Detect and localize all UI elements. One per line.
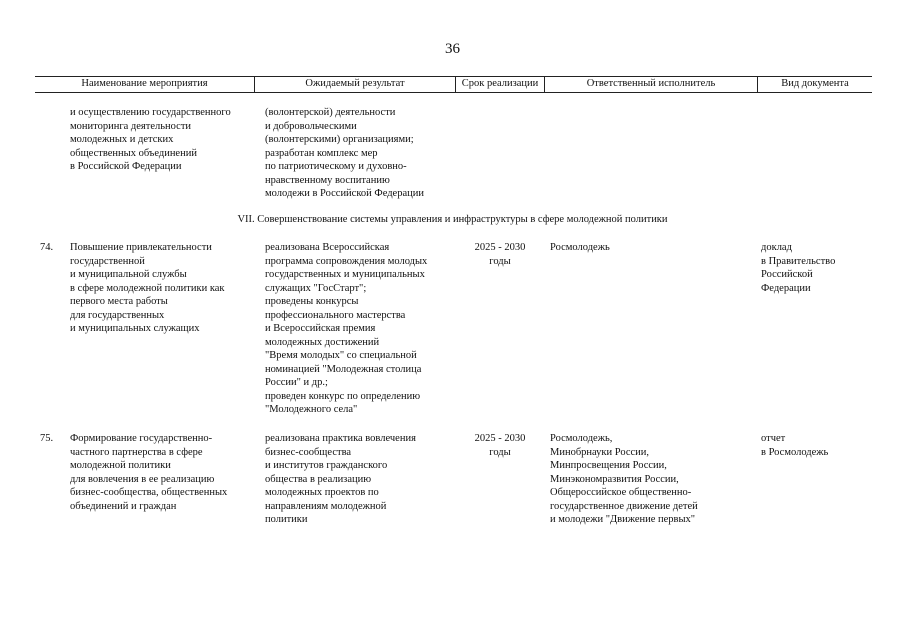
text-line: Минобрнауки России, <box>550 446 650 458</box>
text-line: разработан комплекс мер <box>265 147 378 159</box>
text-line: первого места работы <box>70 296 168 307</box>
text-line: 2025 - 2030 <box>474 242 526 253</box>
header-term: Срок реализации <box>455 77 544 92</box>
text-line: мониторинга деятельности <box>70 120 192 132</box>
text-line: проведены конкурсы <box>265 296 359 307</box>
text-line: "Время молодых" со специальной <box>265 350 417 361</box>
text-line: Росмолодежь <box>550 242 610 253</box>
text-line: 2025 - 2030 <box>474 433 526 444</box>
text-line: реализована Всероссийская <box>265 242 390 253</box>
text-line: Росмолодежь, <box>550 433 613 444</box>
row-75-term <box>465 432 535 459</box>
text-line: Общероссийское общественно- <box>550 487 692 498</box>
text-line: молодежной политики <box>70 460 171 471</box>
header-result: Ожидаемый результат <box>254 77 455 92</box>
text-line: молодежных проектов по <box>265 487 379 498</box>
text-line: и Всероссийская премия <box>265 323 376 334</box>
row-75-executor <box>550 432 698 527</box>
text-line: Федерации <box>761 282 811 294</box>
text-line: проведен конкурс по определению <box>265 390 421 402</box>
text-line: в Российской Федерации <box>70 161 182 172</box>
text-line: политики <box>265 514 308 525</box>
text-line: Минэкономразвития России, <box>550 473 679 485</box>
text-line: государственной <box>70 255 145 267</box>
text-line: бизнес-сообщества <box>265 446 352 458</box>
text-line: и осуществлению государственного <box>70 107 231 118</box>
text-line: молодежных и детских <box>70 134 174 145</box>
text-line: реализована практика вовлечения <box>265 433 416 444</box>
continuation-result <box>265 106 424 201</box>
continuation-measure <box>70 106 231 174</box>
row-75-document <box>761 432 828 459</box>
text-line: России" и др.; <box>265 377 328 388</box>
row-74-term <box>465 241 535 268</box>
text-line: и институтов гражданского <box>265 460 388 471</box>
header-measure: Наименование мероприятия <box>81 78 208 89</box>
row-number: 75. <box>40 433 54 444</box>
text-line: по патриотическому и духовно- <box>265 161 407 172</box>
text-line: объединений и граждан <box>70 500 177 512</box>
text-line: для вовлечения в ее реализацию <box>70 473 215 485</box>
row-74-measure <box>70 241 225 336</box>
row-74-document <box>761 241 835 295</box>
text-line: для государственных <box>70 309 165 321</box>
text-line: в Росмолодежь <box>761 446 829 458</box>
text-line: и муниципальной службы <box>70 269 187 280</box>
text-line: и молодежи "Движение первых" <box>550 514 696 525</box>
text-line: Минпросвещения России, <box>550 460 667 471</box>
header-document: Вид документа <box>757 77 872 92</box>
text-line: (волонтерскими) организациями; <box>265 134 414 145</box>
text-line: служащих "ГосСтарт"; <box>265 282 367 294</box>
text-line: направлениям молодежной <box>265 500 387 512</box>
text-line: Формирование государственно- <box>70 433 213 444</box>
text-line: частного партнерства в сфере <box>70 446 203 458</box>
page-number: 36 <box>445 41 460 57</box>
text-line: государственных и муниципальных <box>265 269 425 280</box>
text-line: нравственному воспитанию <box>265 174 390 186</box>
row-74-result <box>265 241 427 417</box>
text-line: государственное движение детей <box>550 500 698 512</box>
row-75-num <box>40 432 53 446</box>
text-line: и добровольческими <box>265 120 357 132</box>
table-header <box>35 76 872 93</box>
text-line: общества в реализацию <box>265 473 372 485</box>
text-line: (волонтерской) деятельности <box>265 107 396 118</box>
row-75-measure <box>70 432 227 513</box>
text-line: молодежи в Российской Федерации <box>265 188 424 199</box>
row-75-result <box>265 432 416 527</box>
text-line: годы <box>489 255 511 267</box>
text-line: доклад <box>761 242 792 253</box>
header-executor: Ответственный исполнитель <box>544 77 757 92</box>
text-line: отчет <box>761 433 786 444</box>
row-74-num <box>40 241 53 255</box>
text-line: молодежных достижений <box>265 336 380 348</box>
text-line: общественных объединений <box>70 147 197 159</box>
text-line: программа сопровождения молодых <box>265 255 428 267</box>
text-line: и муниципальных служащих <box>70 323 200 334</box>
text-line: Повышение привлекательности <box>70 242 212 253</box>
text-line: в Правительство <box>761 255 836 267</box>
text-line: "Молодежного села" <box>265 404 358 415</box>
text-line: профессионального мастерства <box>265 309 406 321</box>
text-line: годы <box>489 446 511 458</box>
text-line: в сфере молодежной политики как <box>70 282 225 294</box>
row-74-executor <box>550 241 610 255</box>
text-line: бизнес-сообщества, общественных <box>70 487 228 498</box>
row-number: 74. <box>40 242 54 253</box>
text-line: Российской <box>761 269 813 280</box>
text-line: номинацией "Молодежная столица <box>265 363 422 375</box>
section-title: VII. Совершенствование системы управления и инфраструктуры в сфере молодежной политики <box>237 214 668 225</box>
